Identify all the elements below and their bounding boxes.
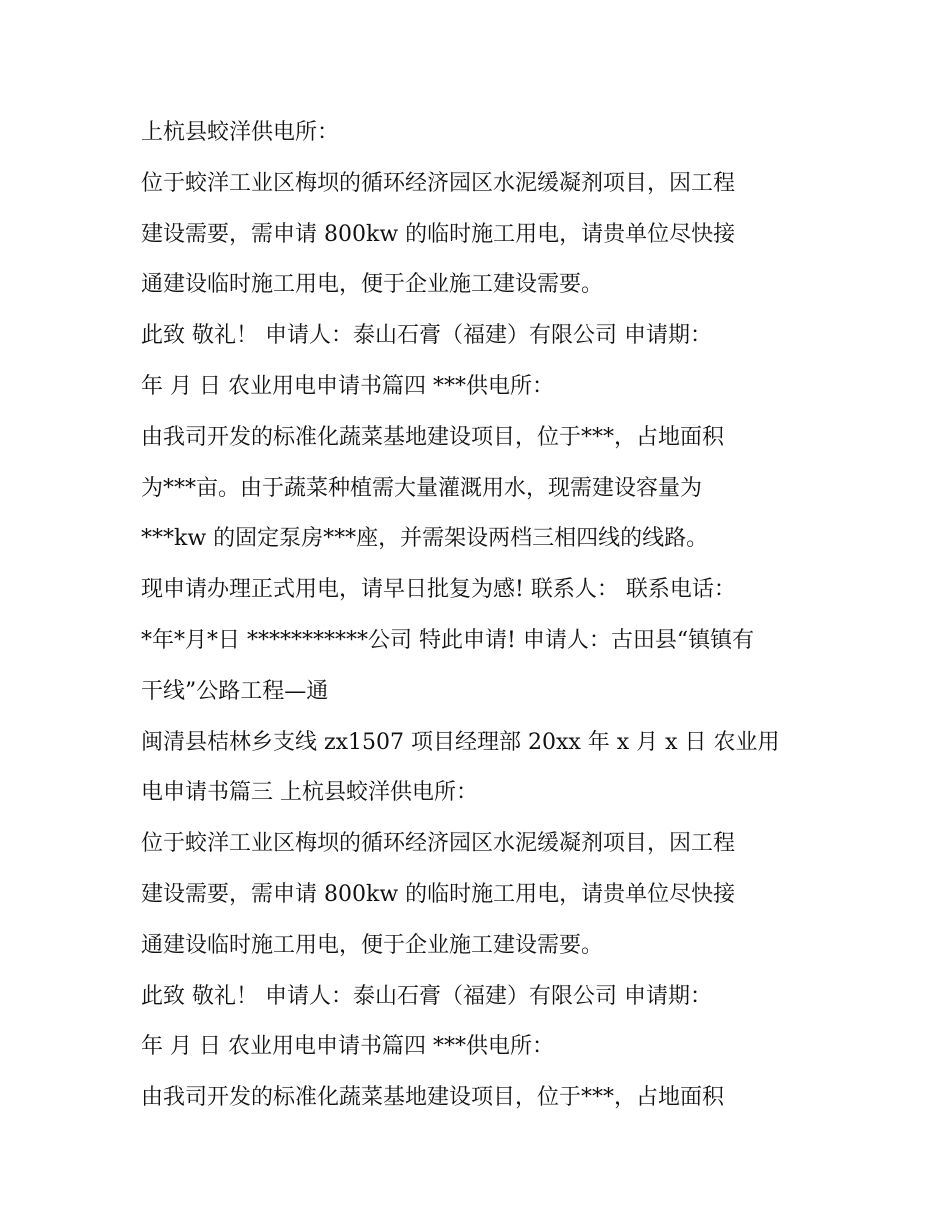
document-body — [141, 108, 841, 1124]
text-line: 位于蛟洋工业区梅坝的循环经济园区水泥缓凝剂项目，因工程 — [141, 170, 736, 196]
text-line: 现申请办理正式用电，请早日批复为感! 联系人： 联系电话： — [141, 577, 736, 603]
text-line: 干线”公路工程—通 — [141, 678, 329, 704]
text-line: 年 月 日 农业用电申请书篇四 ***供电所： — [141, 373, 554, 399]
text-line: 建设需要，需申请 800kw 的临时施工用电，请贵单位尽快接 — [141, 881, 736, 907]
text-line: 为***亩。由于蔬菜种植需大量灌溉用水，现需建设容量为 — [141, 475, 703, 501]
text-line: 电申请书篇三 上杭县蛟洋供电所： — [141, 780, 478, 806]
text-line: ***kw 的固定泵房***座，并需架设两档三相四线的线路。 — [141, 526, 709, 552]
text-line: 此致 敬礼！ 申请人：泰山石膏（福建）有限公司 申请期： — [141, 983, 712, 1009]
text-line: 建设需要，需申请 800kw 的临时施工用电，请贵单位尽快接 — [141, 221, 736, 247]
text-line: 通建设临时施工用电，便于企业施工建设需要。 — [141, 272, 604, 298]
text-line: 位于蛟洋工业区梅坝的循环经济园区水泥缓凝剂项目，因工程 — [141, 831, 736, 857]
text-line: 此致 敬礼！ 申请人：泰山石膏（福建）有限公司 申请期： — [141, 323, 712, 349]
text-line: 通建设临时施工用电，便于企业施工建设需要。 — [141, 932, 604, 958]
text-line: 闽清县桔林乡支线 zx1507 项目经理部 20xx 年 x 月 x 日 农业用 — [141, 729, 780, 755]
text-line: 上杭县蛟洋供电所： — [141, 120, 340, 145]
text-line: 由我司开发的标准化蔬菜基地建设项目，位于***，占地面积 — [141, 1085, 725, 1111]
text-line: *年*月*日 ***********公司 特此申请! 申请人：古田县“镇镇有 — [141, 627, 755, 653]
text-line: 由我司开发的标准化蔬菜基地建设项目，位于***，占地面积 — [141, 424, 725, 450]
text-line: 年 月 日 农业用电申请书篇四 ***供电所： — [141, 1034, 554, 1060]
